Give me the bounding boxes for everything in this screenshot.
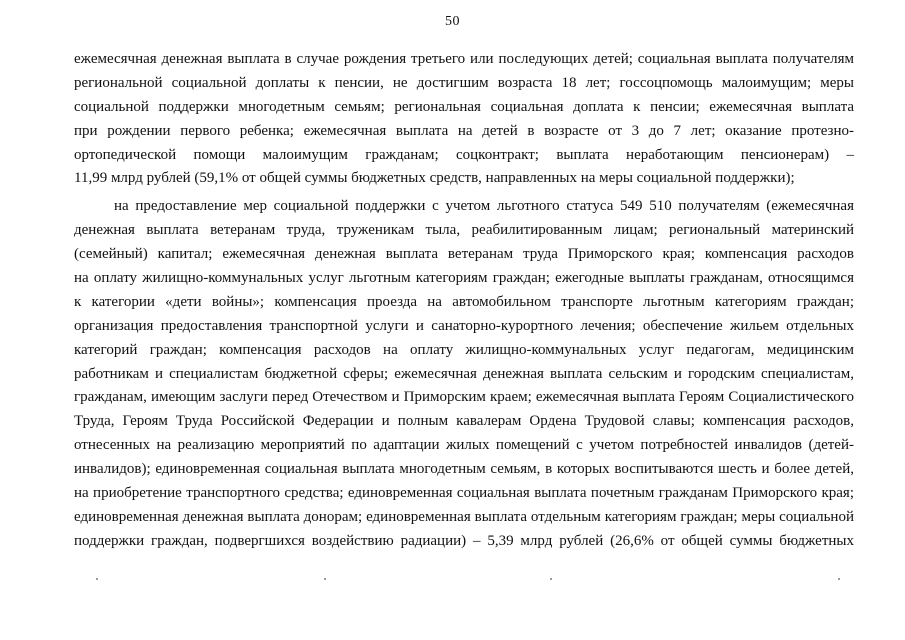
text-line: региональной социальной доплаты к пенсии, не достигшим возраста 18 лет; госсоцпомощь малоимущим; меры <box>74 74 854 91</box>
scan-speck <box>838 578 840 580</box>
text-line: Труда, Героям Труда Российской Федерации и полным кавалерам Ордена Трудовой славы; компенсация расходов, <box>74 413 854 430</box>
text-line: 11,99 млрд рублей (59,1% от общей суммы бюджетных средств, направленных на меры социальной поддержки); <box>74 170 795 187</box>
text-line: категорий граждан; компенсация расходов на оплату жилищно-коммунальных услуг педагогам, медицинским <box>74 341 854 358</box>
scan-speck <box>96 578 98 580</box>
text-line: социальной поддержки многодетным семьям; региональная социальная доплата к пенсии; ежемесячная выплата <box>74 98 854 115</box>
scan-artifacts <box>74 578 854 588</box>
text-line: организация предоставления транспортной услуги и санаторно-курортного лечения; обеспечение жильем отдельных <box>74 317 854 334</box>
text-line: на оплату жилищно-коммунальных услуг льготным категориям граждан; ежегодные выплаты гражданам, относящимся <box>74 270 854 287</box>
text-line: поддержки граждан, подвергшихся воздействию радиации) – 5,39 млрд рублей (26,6% от общей суммы бюджетных <box>74 532 854 549</box>
document-body <box>74 48 854 554</box>
paragraph-2 <box>74 195 854 553</box>
text-line: на предоставление мер социальной поддержки с учетом льготного статуса 549 510 получателям (ежемесячная <box>114 198 854 215</box>
text-line: ортопедической помощи малоимущим гражданам; соцконтракт; выплата неработающим пенсионерам) – <box>74 146 854 163</box>
text-line: гражданам, имеющим заслуги перед Отечеством и Приморским краем; ежемесячная выплата Героям Социалистического <box>74 389 854 406</box>
text-line: ежемесячная денежная выплата в случае рождения третьего или последующих детей; социальная выплата получателям <box>74 51 854 67</box>
text-line: (семейный) капитал; ежемесячная денежная выплата ветеранам труда Приморского края; компенсация расходов <box>74 246 854 263</box>
text-line: работникам и специалистам бюджетной сферы; ежемесячная денежная выплата сельским и городским специалистам, <box>74 365 854 382</box>
text-line: к категории «дети войны»; компенсация проезда на автомобильном транспорте льготным категориям граждан; <box>74 293 854 310</box>
scan-speck <box>550 578 552 580</box>
paragraph-1 <box>74 48 854 191</box>
text-line: инвалидов); единовременная социальная выплата многодетным семьям, в которых воспитываются шесть и более детей, <box>74 461 854 478</box>
text-line: при рождении первого ребенка; ежемесячная выплата на детей в возрасте от 3 до 7 лет; оказание протезно- <box>74 122 854 139</box>
text-line: единовременная денежная выплата донорам; единовременная выплата отдельным категориям граждан; меры социальной <box>74 508 854 525</box>
text-line: денежная выплата ветеранам труда, труженикам тыла, реабилитированным лицам; региональный материнский <box>74 222 854 239</box>
scan-speck <box>324 578 326 580</box>
text-line: на приобретение транспортного средства; единовременная социальная выплата почетным гражданам Приморского края; <box>74 485 854 502</box>
text-line: отнесенных на реализацию мероприятий по адаптации жилых помещений с учетом потребностей инвалидов (детей- <box>74 437 854 454</box>
page-number: 50 <box>445 14 460 29</box>
